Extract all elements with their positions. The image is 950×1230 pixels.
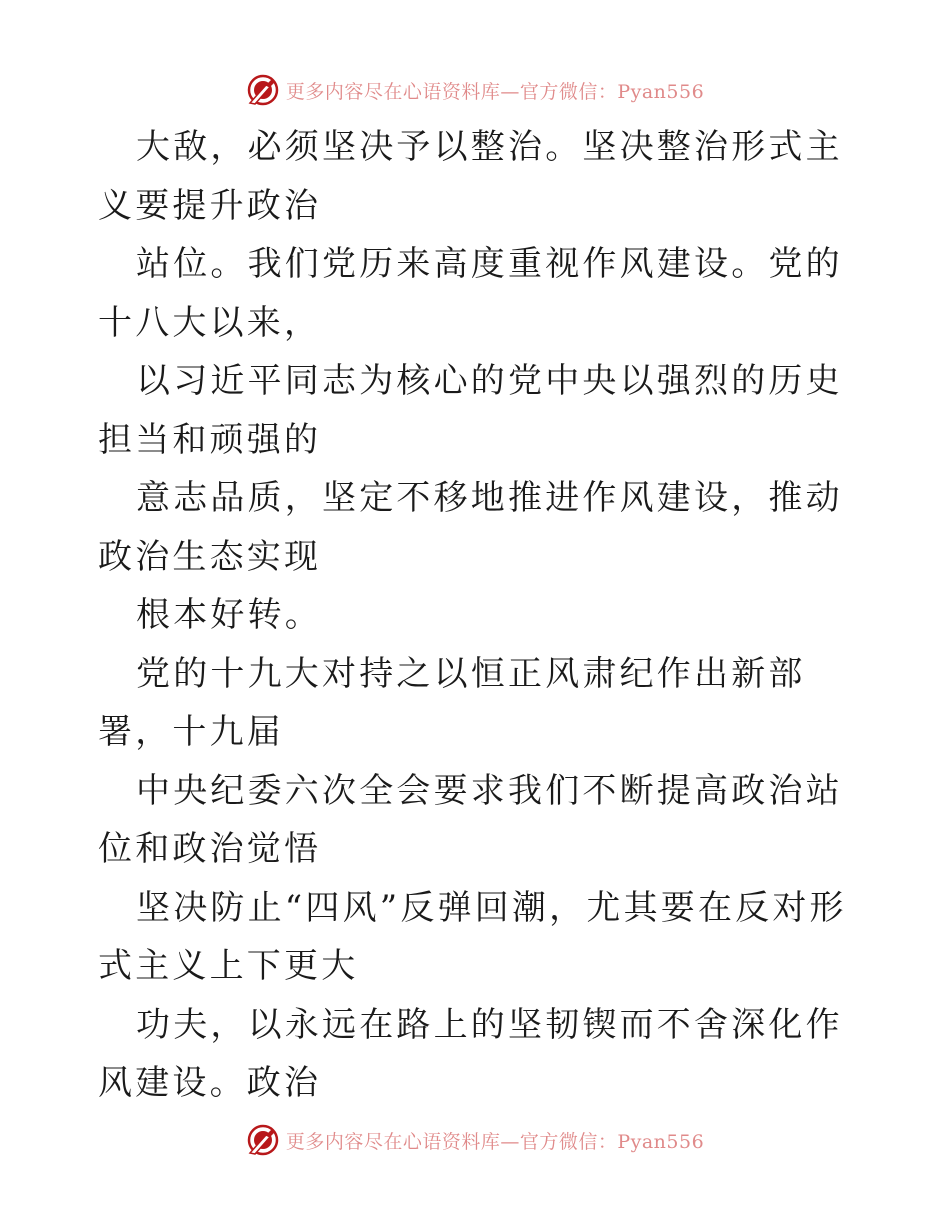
paragraph-6: 党的十九大对持之以恒正风肃纪作出新部署，十九届 xyxy=(98,653,806,752)
paragraph-9: 功夫，以永远在路上的坚韧锲而不舍深化作风建设。政治 xyxy=(98,1004,843,1103)
paragraph-4: 意志品质，坚定不移地推进作风建设，推动政治生态实现 xyxy=(98,478,843,577)
footer-watermark-banner xyxy=(0,1120,950,1160)
header-watermark-banner xyxy=(0,70,950,110)
footer-banner-text: 更多内容尽在心语资料库—官方微信：Pyan556 xyxy=(285,1130,705,1153)
paragraph-5: 根本好转。 xyxy=(136,595,322,635)
body-text xyxy=(98,118,853,1113)
paragraph-8: 坚决防止“四风”反弹回潮，尤其要在反对形式主义上下更大 xyxy=(98,887,847,986)
pen-seal-logo-icon xyxy=(246,73,280,107)
paragraph-3: 以习近平同志为核心的党中央以强烈的历史担当和顽强的 xyxy=(98,361,843,460)
paragraph-1: 大敌，必须坚决予以整治。坚决整治形式主义要提升政治 xyxy=(98,127,843,226)
pen-seal-logo-icon xyxy=(246,1123,280,1157)
header-banner-text: 更多内容尽在心语资料库—官方微信：Pyan556 xyxy=(285,80,705,103)
paragraph-2: 站位。我们党历来高度重视作风建设。党的十八大以来， xyxy=(98,244,843,343)
paragraph-7: 中央纪委六次全会要求我们不断提高政治站位和政治觉悟 xyxy=(98,770,843,869)
